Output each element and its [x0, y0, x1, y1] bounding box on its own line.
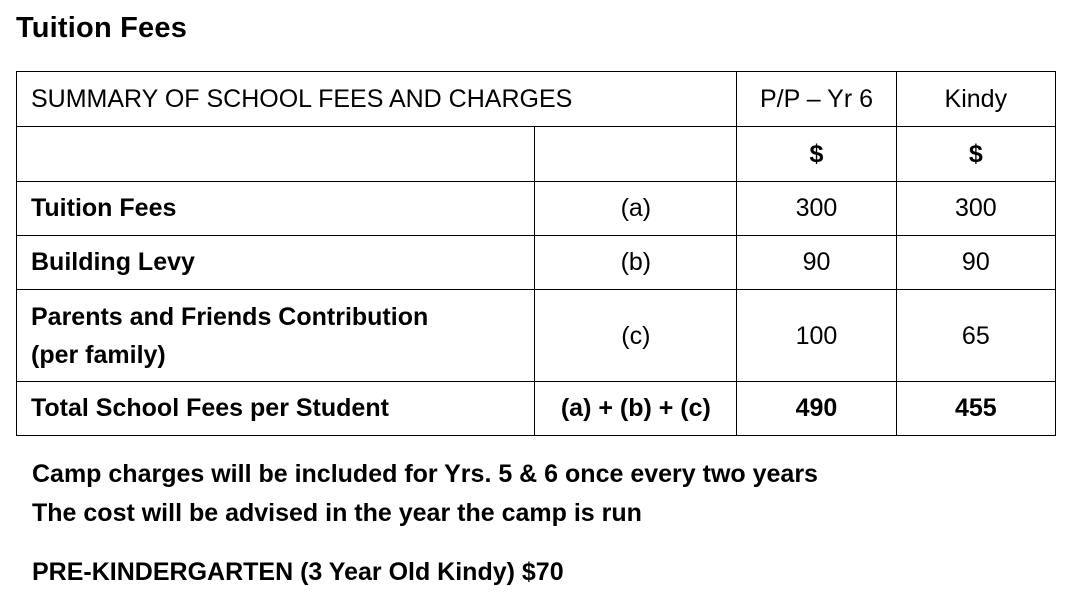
currency-kindy: $ — [896, 127, 1055, 182]
currency-row — [17, 127, 1056, 182]
total-ref: (a) + (b) + (c) — [535, 382, 737, 436]
fee-label-building-levy: Building Levy — [17, 236, 535, 290]
fee-kindy-building-levy: 90 — [896, 236, 1055, 290]
page-title: Tuition Fees — [16, 12, 188, 44]
fee-label-pf-contribution — [17, 290, 535, 382]
fee-label-tuition: Tuition Fees — [17, 182, 535, 236]
column-header-pp-yr6: P/P – Yr 6 — [737, 72, 896, 127]
camp-note-line2: The cost will be advised in the year the camp is run — [32, 499, 642, 527]
camp-note-line1: Camp charges will be included for Yrs. 5 & 6 once every two years — [32, 460, 818, 488]
total-label: Total School Fees per Student — [17, 382, 535, 436]
fee-kindy-tuition: 300 — [896, 182, 1055, 236]
fee-pp-pf-contribution: 100 — [737, 290, 896, 382]
fee-pp-building-levy: 90 — [737, 236, 896, 290]
total-kindy: 455 — [896, 382, 1055, 436]
fee-label-pf-line2: (per family) — [31, 340, 166, 369]
total-pp: 490 — [737, 382, 896, 436]
fees-summary-table — [16, 71, 1056, 436]
column-header-kindy: Kindy — [896, 72, 1055, 127]
fee-kindy-pf-contribution: 65 — [896, 290, 1055, 382]
table-header-row — [17, 72, 1056, 127]
empty-cell — [17, 127, 535, 182]
total-row — [17, 382, 1056, 436]
table-row — [17, 290, 1056, 382]
pre-kindergarten-fee: PRE-KINDERGARTEN (3 Year Old Kindy) $70 — [32, 558, 564, 586]
empty-cell — [535, 127, 737, 182]
fee-ref-building-levy: (b) — [535, 236, 737, 290]
fee-ref-pf-contribution: (c) — [535, 290, 737, 382]
fee-pp-tuition: 300 — [737, 182, 896, 236]
currency-pp: $ — [737, 127, 896, 182]
fee-ref-tuition: (a) — [535, 182, 737, 236]
table-row — [17, 182, 1056, 236]
table-row — [17, 236, 1056, 290]
camp-notes — [32, 455, 818, 533]
summary-heading: SUMMARY OF SCHOOL FEES AND CHARGES — [17, 72, 737, 127]
fee-label-pf-line1: Parents and Friends Contribution — [31, 302, 429, 331]
